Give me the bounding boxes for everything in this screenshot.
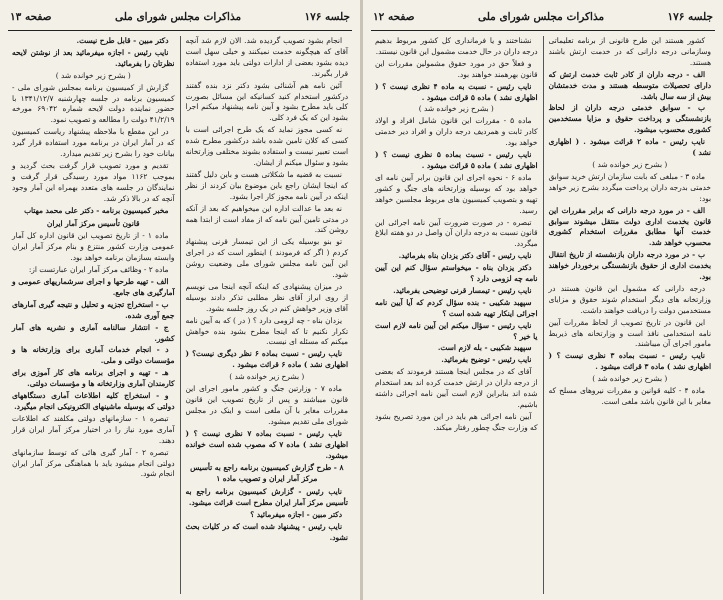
paragraph: تو بنو بوسیله یکی از این تیمسار قرنی پیشنهاد کردم ( اگر که فرمودند ) اینطور است که در اجرای این آیین نامه مجلس شورای ملی وضعیت روشن شود. xyxy=(185,237,348,280)
paragraph: نسبت به قضیه ما شکلاتی هست و باین دلیل گفتند که اینجا ایشان راجع باین موضوع بیان کردند از نظر اینکه در آیین نامه مجوز کار اجرا بشود. xyxy=(185,169,348,201)
speaker-line: نایب رئیس - آقای دکتر یزدان بناه بفرمائید. xyxy=(398,251,532,261)
left-page xyxy=(0,0,360,600)
speaker-line: نایب رئیس - نسبت به ماده ۴ نظری نیست ؟ ( اظهاری نشد ) ماده ۵ قرائت میشود . xyxy=(375,81,538,102)
paragraph: در این مقطع با ملاحظه پیشنهاد ریاست کمیسیون که در آمار ایران در برنامه مورد استفاده قرار گیرد بیانات خود را بشرح زیر تقدیم میدارد. xyxy=(12,127,175,159)
right-page-number: صفحه ۱۲ xyxy=(373,11,415,23)
paragraph: تبصره ۲ - آمار گیری هائی که توسط سازمانهای دولتی انجام میشود باید با هماهنگی مرکز آمار ایران انجام شود. xyxy=(12,447,175,479)
paragraph: ماده ۳ - مبلغی که بابت سازمان ارتش خرید سوابق خدمتی بدرجه داران پرداخت میگردد بشرح زیر خواهد بود: xyxy=(548,171,711,203)
paragraph: ماده ۱ - از تاریخ تصویب این قانون اداره کل آمار عمومی وزارت کشور منتزع و بنام مرکز آمار ایران وابسته بسازمان برنامه خواهد بود. xyxy=(12,231,175,263)
left-page-number: صفحه ۱۳ xyxy=(10,11,52,23)
reading-note: ( بشرح زیر خوانده شد ) xyxy=(592,159,668,169)
paragraph: نه بعد ما عدالت اداره این میخواهیم که بعد از آنکه در مدتی تامین آیین نامه که از مفاد است از ابتدا همه روشن کند. xyxy=(185,203,348,235)
list-item: و - استخراج کلیه اطلاعات آماری دستگاههای دولتی که بوسیله ماشینهای الکترونیکی انجام میگیرد. xyxy=(12,391,175,411)
speaker-line: مخبر کمیسیون برنامه - دکتر علی محمد مهتاب xyxy=(24,205,169,215)
speaker-line: نایب رئیس - پیشنهاد شده است که در کلیات بحث نشود. xyxy=(185,521,348,542)
list-item: د - انجام خدمات آماری برای وزارتخانه ها و مؤسسات دولتی و ملی. xyxy=(12,345,175,366)
list-item: ب - سوابق خدمتی درجه داران از لحاظ بازنشستگی و پرداخت حقوق و مزایا مستخدمین کشوری محسوب میشود. xyxy=(548,103,711,135)
right-header-rule xyxy=(371,30,715,31)
list-item: ج - انتشار سالنامه آماری و نشریه های آمار کشور. xyxy=(12,322,175,343)
paragraph: یزدان بناه - چه لزومی دارد ؟ ( در ) که به آیین نامه تکرار نکنیم تا که اینجا مطرح بشود بنده خواهش میکنم که مسئله ای نیست. xyxy=(185,315,348,347)
speaker-line: نایب رئیس - ماده ۲ قرائت میشود . ( اظهاری نشد ) xyxy=(548,137,711,158)
left-page-title: مذاکرات مجلس شورای ملی xyxy=(114,11,242,23)
paragraph: ماده ۵ - مقررات این قانون شامل افراد و اولاد کادر ثابت و همرديف درجه داران و افراد دیر خدمتی خواهد بود. xyxy=(375,116,538,148)
paragraph: درجه دارانی که مشمول این قانون هستند در وزارتخانه های دیگر استخدام شوند حقوق و مزایای مستخدمین دولت را دریافت خواهند داشت. xyxy=(548,283,711,315)
section-heading: قانون تأسیس مرکز آمار ایران xyxy=(46,218,140,228)
paragraph: و فعلاً حق در مورد حقوق مشمولین مقررات این قانون بهرهمند خواهند بود. xyxy=(375,58,538,79)
right-page-column-left xyxy=(371,36,542,594)
paragraph: ماده ۷ - وزارتین جنگ و کشور مامور اجرای این قانون میباشند و پس از تاریخ تصویب این قانون مقررات مغایر با آن ملغی است و اینک در مجلس شورای ملی تقدیم میشود. xyxy=(185,384,348,426)
list-item: الف - درجه داران از کادر ثابت خدمت ارتش که دارای تحصیلات متوسطه هستند و مدت خدمتشان بیش از سه سال باشد. xyxy=(548,69,711,101)
speaker-line: نایب رئیس - نسبت بماده ۶ نظر دیگری نیست؟ ( اظهاری نشد ) ماده ۶ قرائت میشود . xyxy=(185,349,348,370)
speaker-line: نایب رئیس - نسبت بماده ۵ نظری نیست ؟ ( اظهاری نشد ) ماده ۵ قرائت میشود . xyxy=(375,150,538,170)
left-page-column-left xyxy=(8,36,179,594)
paragraph: آئین نامه هم آشنائی بشود دکتر نزد بنده گفتند درکشور استخدام کنید کسانیکه این مسائل بصورت کلی باید مطرح بشود و آیین نامه پیشنهاد میکنم اجرا بشود این که یک فرد کلی. xyxy=(185,80,348,123)
list-item: الف - در مورد درجه دارانی که برابر مقررات این قانون بخدمت اداری دولت منتقل میشوند سوابق خدمت آنها مطابق مقررات استخدام کشوری محسوب خواهد شد. xyxy=(548,205,711,248)
paragraph: تقدیم و مورد تصویب قرار گرفت بحث گردید و بموجب ۱۱۶۲ مواد مورد رسیدگی قرار گرفت و نمایندگان در جلسه های متعدد بهمراه این آمار وجود آنچه که در بالا ذکر شد. xyxy=(12,160,175,203)
reading-note: ( بشرح زیر خوانده شد ) xyxy=(592,374,668,384)
speaker-line: نایب رئیس - توضیح بفرمائید. xyxy=(441,355,532,365)
list-item: ب - در مورد درجه داران بازنشسته از تاریخ انتقال بخدمت اداری از حقوق بازنشستگی برخوردار خواهند بود. xyxy=(548,250,711,282)
paragraph: در میزان پیشنهادی که اینکه آنچه اینجا می نویسم از روی ابراز آقای نظر مطلبی تذکر دادند بوسیله آقای وزیر خواهش کنم در یک روز جلسه بشود. xyxy=(185,281,348,313)
right-page-header xyxy=(373,6,713,28)
reading-note: ( بشرح زیر خوانده شد ) xyxy=(418,104,494,114)
speaker-line: سپهبد شکیبی - بله لازم است. xyxy=(437,343,532,353)
speaker-line: نایب رئیس - اجازه میفرمائید بعد از نوشتن لایحه نظرتان را بفرمائید. xyxy=(12,47,175,68)
right-page-title: مذاکرات مجلس شورای ملی xyxy=(477,11,605,23)
list-item: الف - تهیه طرحها و اجرای سرشماریهای عمومی و آمارگیری های جامع. xyxy=(12,277,175,297)
paragraph: ماده ۴ - کلیه قوانین و مقررات نیروهای مسلح که مغایر با این قانون باشد ملغی است. xyxy=(548,386,711,406)
list-item: هـ - تهیه و اجرای برنامه های کار آموزی برای کارمندان آماری وزارتخانه ها و مؤسسات دولتی. xyxy=(12,368,175,389)
list-item: ب - استخراج تجزیه و تحلیل و نتیجه گیری آمارهای جمع آوری شده. xyxy=(12,299,175,320)
paragraph: گزارش از کمیسیون برنامه بمجلس شورای ملی - کمیسیون برنامه در جلسه چهارشنبه ۱۳۴۱/۱۲/۷ با حضور نماینده دولت لایحه شماره ۶۹۰۴۲ مورخه ۴۱/۲/۱۹ دولت را مطالعه و تصویب نمود. xyxy=(12,82,175,125)
speaker-line: سپهبد شکیبی - بنده سؤال کردم که آیا آیین نامه اجرائی اینکار تهیه شده است ؟ xyxy=(375,297,538,318)
paragraph: ماده ۲ - وظائف مرکز آمار ایران عبارتست از: xyxy=(28,265,169,275)
paragraph: نه کسی مجوز نماید که یک طرح اجرائی است با کسی که کلان تامین شده باشد درکشور مطرح شده است تعبیر نیست و استفاده بشوند مختلفی وزارتخانه بشود و سئوال میکنم از ایشان. xyxy=(185,125,348,167)
paragraph: انجام بشود تصویب گردیده شد. الان لازم شد آنچه آقای که هیچگونه خدمت نمیکنند و خیلی سهل است دیده بشود بعضی از ادارات دولتی باید مورد استفاده قرار بگیرند. xyxy=(185,36,348,78)
speaker-line: نایب رئیس - نسبت بماده ۳ نظری نیست ؟ ( اظهاری نشد ) ماده ۳ قرائت میشود . xyxy=(548,351,711,372)
left-page-header xyxy=(10,6,350,28)
reading-note: ( بشرح زیر خوانده شد ) xyxy=(55,70,131,80)
left-header-rule xyxy=(8,30,352,31)
right-page-column-right xyxy=(545,36,716,594)
left-page-column-right xyxy=(182,36,353,594)
paragraph: آقای که در مجلس اینجا هستند فرمودند که بعضی از درجه داران در ارتش خدمت کرده اند بعد استخدام شده اند بنابراین لازم است آیین نامه اجرائی داشته باشیم. xyxy=(375,367,538,409)
speaker-line: دکتر مبین - قابل طرح نیست. xyxy=(76,36,169,45)
right-page-session: جلسه ۱۷۶ xyxy=(667,11,713,23)
paragraph: نشناختند و یا فرمانداری کل کشور مربوط بدهیم درجه داران در حال خدمت مشمول این قانون نیستند. xyxy=(375,36,538,56)
speaker-line: نایب رئیس - نسبت بماده ۷ نظری نیست ؟ ( اظهاری نشد ) ماده ۷ که مصوب شده است خوانده میشود. xyxy=(185,428,349,460)
column-divider xyxy=(543,36,544,594)
paragraph: تبصره ۱ - سازمانهای دولتی مکلفند که اطلاعات آماری مورد نیاز را در اختیار مرکز آمار ایران قرار دهند. xyxy=(12,413,175,445)
reading-note: ( بشرح زیر خوانده شد ) xyxy=(229,372,305,382)
paragraph: این قانون در تاریخ تصویب از لحاظ مقررات آیین نامه استخدامی نافذ است و وزارتخانه های ذیربط مامور اجرای آن میباشند. xyxy=(548,317,711,349)
right-page xyxy=(363,0,723,600)
speaker-line: نایب رئیس - تیمسار قرنی توضیحی بفرمائید. xyxy=(393,285,532,295)
left-page-session: جلسه ۱۷۶ xyxy=(304,11,350,23)
paragraph: کشور هستند این طرح قانونی از برنامه تعلیماتی وسازمانی درجه دارانی که در خدمت ارتش باشند هستند. xyxy=(548,36,711,67)
speaker-line: نایب رئیس - سؤال میکنم این آیین نامه لازم است یا خیر ؟ xyxy=(375,320,538,341)
speaker-line: نایب رئیس - گزارش کمیسیون برنامه راجع به تأسیس مرکز آمار ایران مطرح است قرائت میشود. xyxy=(185,487,348,508)
speaker-line: دکتر یزدان بناه - میخواستم سؤال کنم این آیین نامه چه لزومی دارد ؟ xyxy=(375,263,538,284)
column-divider xyxy=(180,36,181,594)
section-heading: ۸ - طرح گزارش کمیسیون برنامه راجع به تأسیس مرکز آمار ایران و تصویب ماده ۱ xyxy=(190,463,344,484)
paragraph: تبصره - در صورت ضرورت آیین نامه اجرائی این قانون نسبت به درجه داران آن واصل در دو هفته ابلاغ میگردد. xyxy=(375,217,538,249)
paragraph: ماده ۶ - نحوه اجرای این قانون برابر آیین نامه ای خواهد بود که بوسیله وزارتخانه های جنگ و کشور تهیه و بتصویب کمیسیون های مربوط مجلسین خواهد رسید. xyxy=(375,172,538,215)
paragraph: آیین نامه اجرائی هم باید در این مورد تصریح بشود که وزارت جنگ چطور رفتار میکند. xyxy=(375,411,538,432)
speaker-line: دکتر مبین - اجازه میفرمائید ؟ xyxy=(250,510,342,520)
